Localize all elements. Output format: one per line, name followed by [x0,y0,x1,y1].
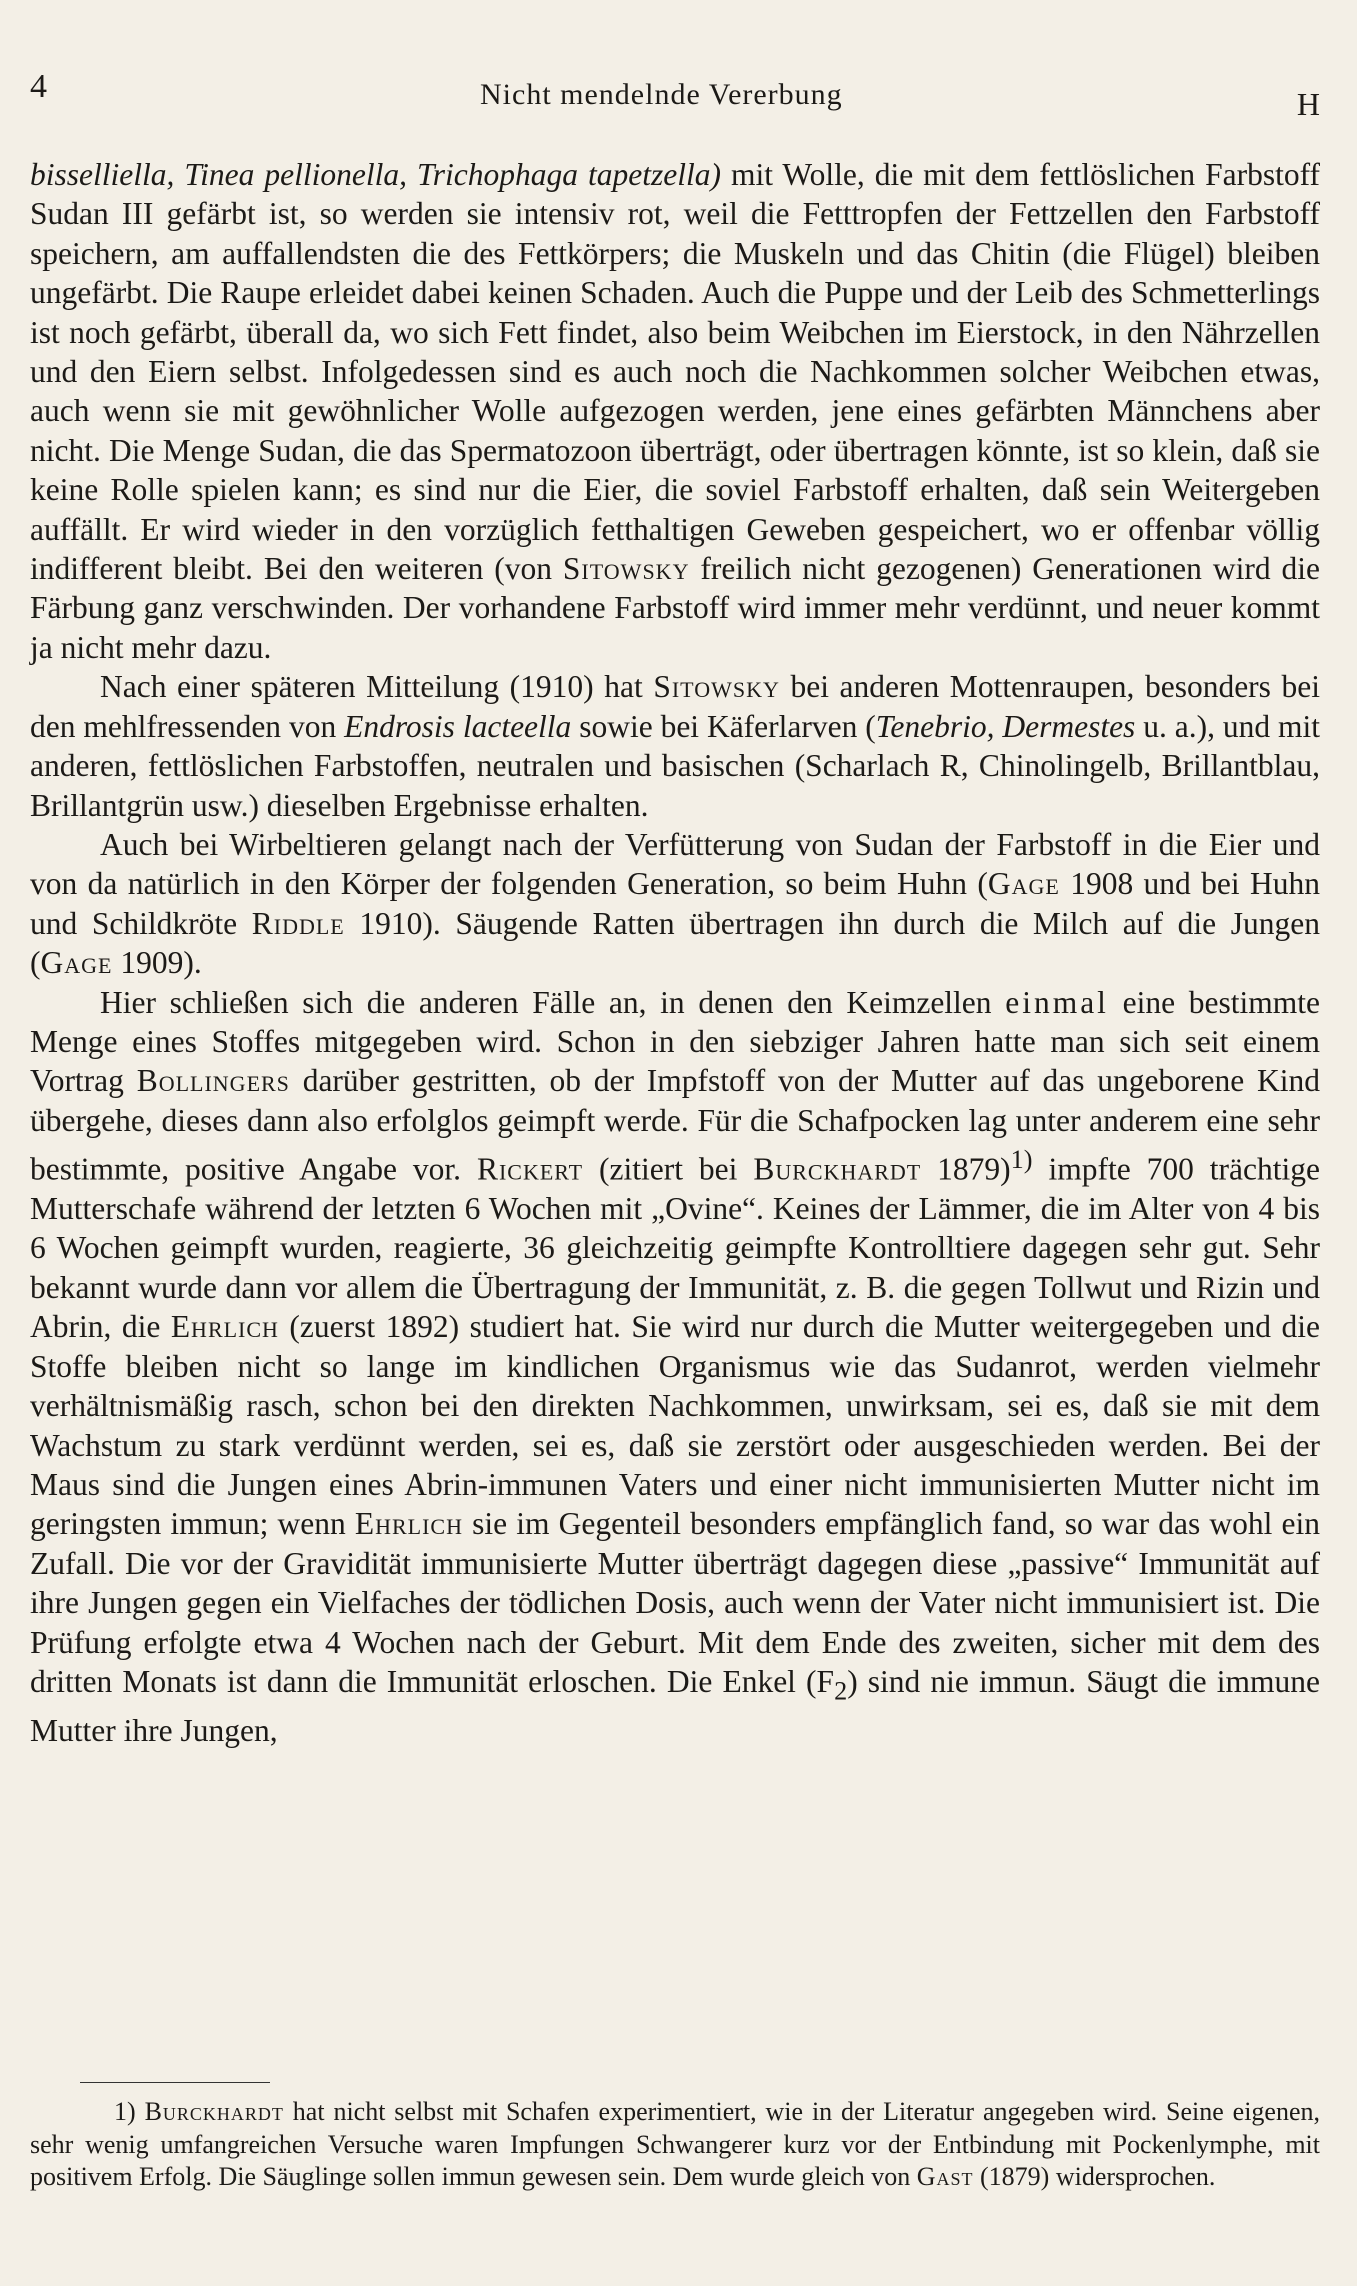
text-span: mit Wolle, die mit dem fettlöslichen Farbstoff Sudan III gefärbt ist, so werden sie intensiv rot, weil die Fetttropfen der Fettzellen den Farbstoff speichern, am auffallendsten die des Fettkörpers; die Muskeln und das Chitin (die Flügel) bleiben ungefärbt. Die Raupe erleidet dabei keinen Schaden. Auch die Puppe und der Leib des Schmetterlings ist noch gefärbt, überall da, wo sich Fett findet, also beim Weibchen im Eierstock, in den Nährzellen und den Eiern selbst. Infolgedessen sind es auch noch die Nachkommen solcher Weibchen etwas, auch wenn sie mit gewöhnlicher Wolle aufgezogen werden, jene eines gefärbten Männchens aber nicht. Die Menge Sudan, die das Spermatozoon überträgt, oder übertragen könnte, ist so klein, daß sie keine Rolle spielen kann; es sind nur die Eier, die soviel Farbstoff erhalten, daß sein Weitergeben auffällt. Er wird wieder in den vorzüglich fetthaltigen Geweben gespeichert, wo er offenbar völlig indifferent bleibt. Bei den weiteren (von [30,157,1320,587]
text-span: 1909). [112,945,202,981]
author-name: Gast [916,2162,974,2191]
page-number: 4 [30,68,47,105]
page-header [30,0,1320,140]
paragraph-1 [30,155,1320,667]
running-title: Nicht mendelnde Vererbung [480,78,843,111]
text-span: eine bestimmte Menge eines Stoffes mitgegeben wird. Schon in den siebziger Jahren hatte man sich seit einem Vortrag [30,984,1320,1099]
author-name: Ehrlich [170,1309,279,1345]
text-span: 1879) [921,1151,1011,1187]
text-span: Nach einer späteren Mitteilung (1910) hat [100,669,654,705]
paragraph-4 [30,983,1320,1751]
text-span: (zuerst 1892) studiert hat. Sie wird nur durch die Mutter weitergegeben und die Stoffe bleiben nicht so lange im kindlichen Organismus wie das Sudanrot, werden vielmehr verhältnismäßig rasch, schon bei den direkten Nachkommen, unwirksam, sei es, daß sie mit dem Wachstum zu stark verdünnt werden, sei es, daß sie zerstört oder ausgeschieden werden. Bei der Maus sind die Jungen eines Abrin-immunen Vaters und einer nicht immunisierten Mutter nicht im geringsten immun; wenn [30,1309,1320,1542]
author-name: Burckhardt [753,1151,922,1187]
emphasis-spaced: einmal [1005,984,1109,1020]
text-span: impfte 700 trächtige Mutterschafe während der letzten 6 Wochen mit „Ovine“. Keines der Lämmer, die im Alter von 4 bis 6 Wochen geimpft wurden, reagierte, 36 gleichzeitig geimpfte Kontrolltiere dagegen sehr gut. Sehr bekannt wurde dann vor allem die Übertragung der Immunität, z. B. die gegen Tollwut und Rizin und Abrin, die [30,1151,1320,1345]
text-span: sie im Gegenteil besonders empfänglich fand, so war das wohl ein Zufall. Die vor der Gravidität immunisierte Mutter überträgt dagegen diese „passive“ Immunität auf ihre Jungen gegen ein Vielfaches der tödlichen Dosis, auch wenn der Vater nicht immunisiert ist. Die Prüfung erfolgte etwa 4 Wochen nach der Geburt. Mit dem Ende des zweiten, sicher mit dem des dritten Monats ist dann die Immunität erloschen. Die Enkel (F [30,1506,1320,1699]
footnote-marker: 1) [114,2097,136,2126]
text-span: 1910). Säugende Ratten übertragen ihn durch die Milch auf die Jungen ( [30,905,1320,981]
author-name: Burckhardt [144,2097,284,2126]
text-span: bei anderen Mottenraupen, besonders bei den mehlfressenden von [30,669,1320,744]
text-span: 1908 und bei Huhn und Schildkröte [30,866,1320,941]
signature-mark: H [1296,86,1320,122]
author-name: Ehrlich [354,1506,463,1542]
footnote-rule [80,2082,270,2083]
paragraph-3 [30,825,1320,983]
author-name: Riddle [251,905,345,941]
author-name: Gage [40,945,113,981]
text-span: (1879) widersprochen. [973,2162,1216,2191]
footnote-reference[interactable]: 1) [1010,1145,1033,1175]
footnote-text [30,2096,1320,2194]
author-name: Bollingers [136,1063,290,1099]
species-names: Tenebrio, Dermestes [875,708,1136,744]
text-span: darüber gestritten, ob der Impfstoff von der Mutter auf das ungeborene Kind übergehe, dieses dann also erfolglos geimpft werde. Für die Schafpocken lag unter anderem eine sehr bestimmte, positive Angabe vor. [30,1063,1320,1187]
text-span: freilich nicht gezogenen) Generationen wird die Färbung ganz verschwinden. Der vorhandene Farbstoff wird immer mehr verdünnt, und neuer kommt ja nicht mehr dazu. [30,551,1320,665]
author-name: Rickert [476,1151,584,1187]
text-span: hat nicht selbst mit Schafen experimentiert, wie in der Literatur angegeben wird. Seine eigenen, sehr wenig umfangreichen Versuche waren Impfungen Schwangerer kurz vor der Entbindung mit Pockenlymphe, mit positivem Erfolg. Die Säuglinge sollen immun gewesen sein. Dem wurde gleich von [30,2097,1321,2191]
species-name: Endrosis lacteella [344,708,572,744]
text-span: Hier schließen sich die anderen Fälle an, in denen den Keimzellen [100,984,1006,1020]
book-page [30,0,1320,2286]
author-name: Sitowsky [562,551,690,587]
species-names: bisselliella, Tinea pellionella, Trichophaga tapetzella) [30,157,721,192]
author-name: Sitowsky [653,669,780,705]
text-span: u. a.), und mit anderen, fettlöslichen Farbstoffen, neutralen und basischen (Scharlach R, Chinolingelb, Brillantblau, Brillantgrün usw.) dieselben Ergebnisse erhalten. [30,708,1321,823]
footnote [30,2096,1320,2194]
author-name: Gage [987,866,1060,902]
body-text [30,155,1320,1750]
text-span: ) sind nie immun. Säugt die immune Mutter ihre Jungen, [30,1663,1320,1748]
text-span: sowie bei Käferlarven ( [571,708,876,744]
paragraph-2 [30,667,1320,825]
subscript: 2 [834,1676,848,1706]
text-span: (zitiert bei [583,1151,754,1187]
text-span: Auch bei Wirbeltieren gelangt nach der Verfütterung von Sudan der Farbstoff in die Eier und von da natürlich in den Körper der folgenden Generation, so beim Huhn ( [30,826,1320,902]
